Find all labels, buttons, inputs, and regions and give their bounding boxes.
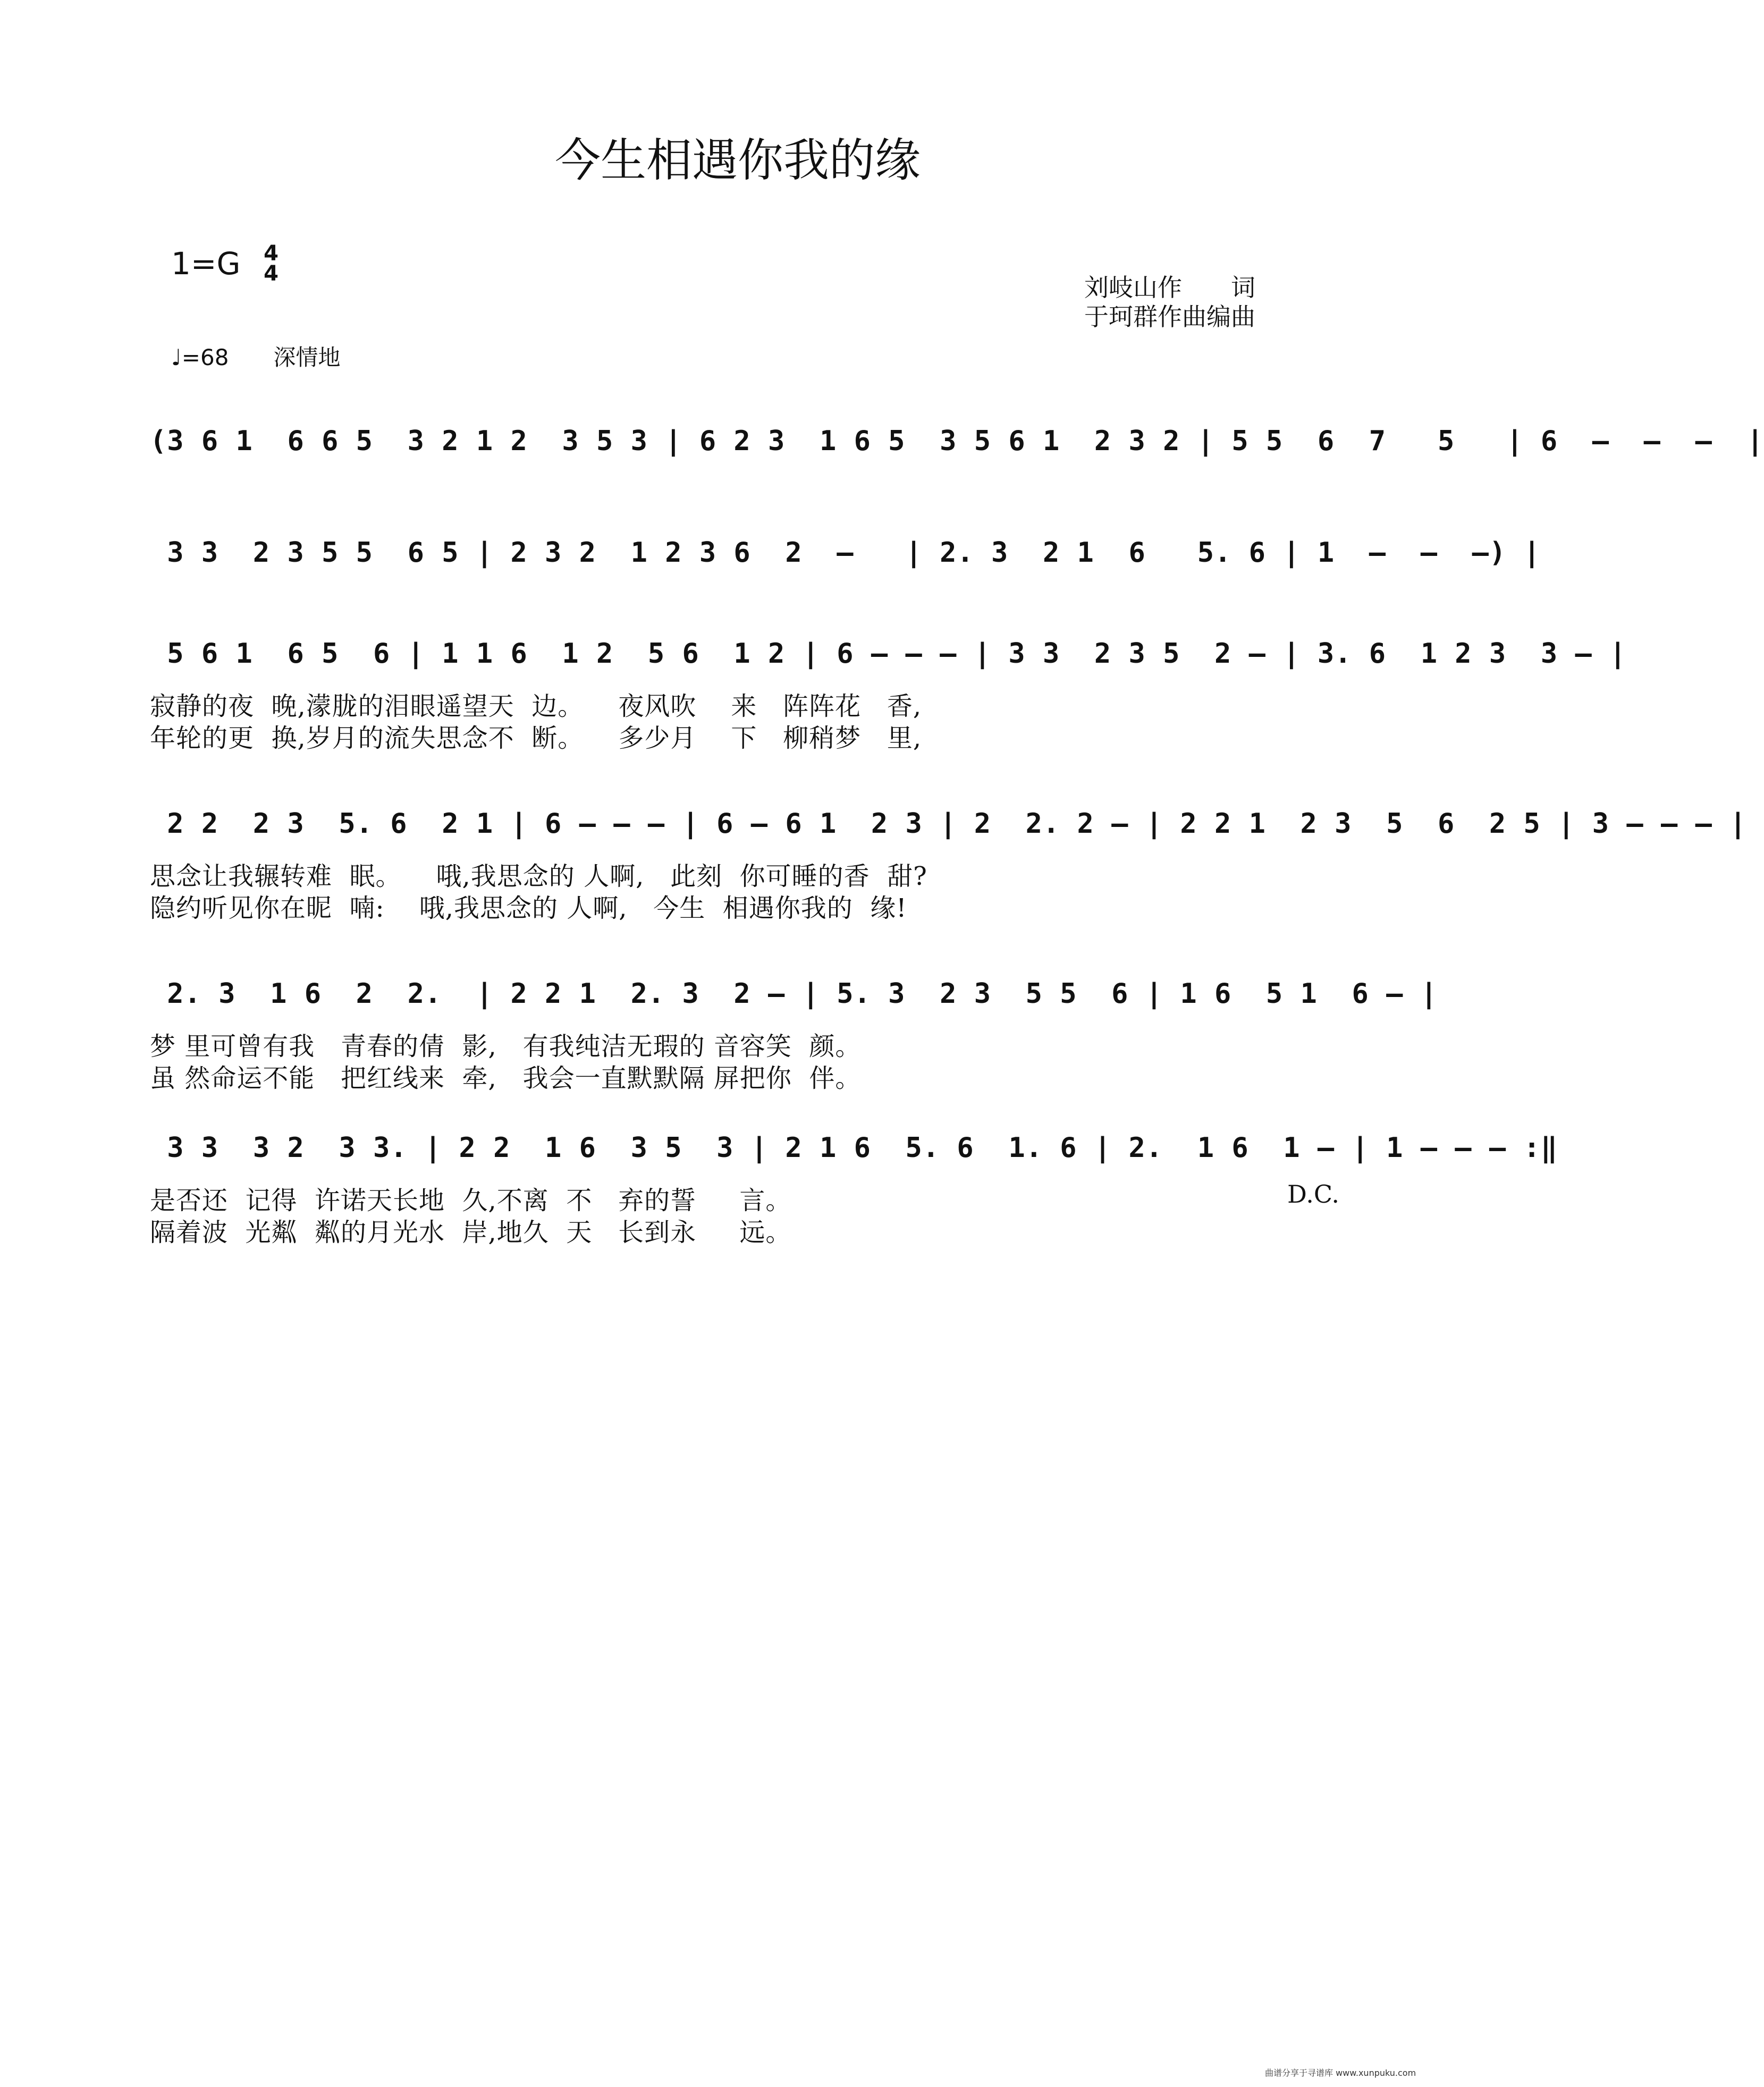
lyric-verse2-line6: 隔着波 光粼 粼的月光水 岸,地久 天 长到永 远。 [150, 1218, 792, 1247]
lyric-verse2-line3: 年轮的更 换,岁月的流失思念不 断。 多少月 下 柳稍梦 里, [150, 723, 922, 753]
footer-watermark: 曲谱分享于寻谱库 www.xunpuku.com [1265, 2068, 1416, 2078]
score-system-5: 2. 3 1 6 2 2. | 2 2 1 2. 3 2 – | 5. 3 2 3 5 5 6 | 1 6 5 1 6 – | [150, 978, 1438, 1010]
score-system-3: 5 6 1 6 5 6 | 1 1 6 1 2 5 6 1 2 | 6 – – – | 3 3 2 3 5 2 – | 3. 6 1 2 3 3 – | [150, 638, 1627, 670]
tempo-value: ♩=68 [171, 344, 229, 370]
time-signature [261, 243, 281, 284]
lyric-verse1-line3: 寂静的夜 晚,濛胧的泪眼遥望天 边。 夜风吹 来 阵阵花 香, [150, 691, 922, 721]
lyric-verse1-line5: 梦 里可曾有我 青春的倩 影, 有我纯洁无瑕的 音容笑 颜。 [150, 1032, 862, 1061]
score-system-4: 2 2 2 3 5. 6 2 1 | 6 – – – | 6 – 6 1 2 3 | 2 2. 2 – | 2 2 1 2 3 5 6 2 5 | 3 – – – | [150, 808, 1747, 840]
time-signature-top: 4 [264, 241, 278, 266]
score-system-2: 3 3 2 3 5 5 6 5 | 2 3 2 1 2 3 6 2 – | 2. 3 2 1 6 5. 6 | 1 – – –) | [150, 537, 1541, 569]
expression-marking: 深情地 [273, 344, 341, 370]
lyric-verse1-line4: 思念让我辗转难 眠。 哦,我思念的 人啊, 此刻 你可睡的香 甜? [150, 861, 927, 891]
lyric-verse2-line4: 隐约听见你在昵 喃: 哦,我思念的 人啊, 今生 相遇你我的 缘! [150, 893, 907, 923]
key-signature: 1=G [171, 246, 241, 282]
da-capo-marking: D.C. [1287, 1180, 1340, 1209]
lyric-verse2-line5: 虽 然命运不能 把红线来 牵, 我会一直默默隔 屏把你 伴。 [150, 1063, 862, 1093]
composer-credit: 于珂群作曲编曲 [1084, 302, 1255, 331]
time-signature-bottom: 4 [264, 261, 278, 286]
song-title: 今生相遇你我的缘 [555, 134, 921, 187]
lyric-verse1-line6: 是否还 记得 许诺天长地 久,不离 不 弃的誓 言。 [150, 1186, 792, 1215]
tempo-marking [171, 340, 340, 372]
lyricist-credit: 刘岐山作 词 [1084, 273, 1255, 302]
score-system-1: (3 6 1 6 6 5 3 2 1 2 3 5 3 | 6 2 3 1 6 5 3 5 6 1 2 3 2 | 5 5 6 7 5 | 6 – – – | [150, 425, 1764, 457]
score-system-6: 3 3 3 2 3 3. | 2 2 1 6 3 5 3 | 2 1 6 5. 6 1. 6 | 2. 1 6 1 – | 1 – – – :‖ [150, 1132, 1558, 1164]
